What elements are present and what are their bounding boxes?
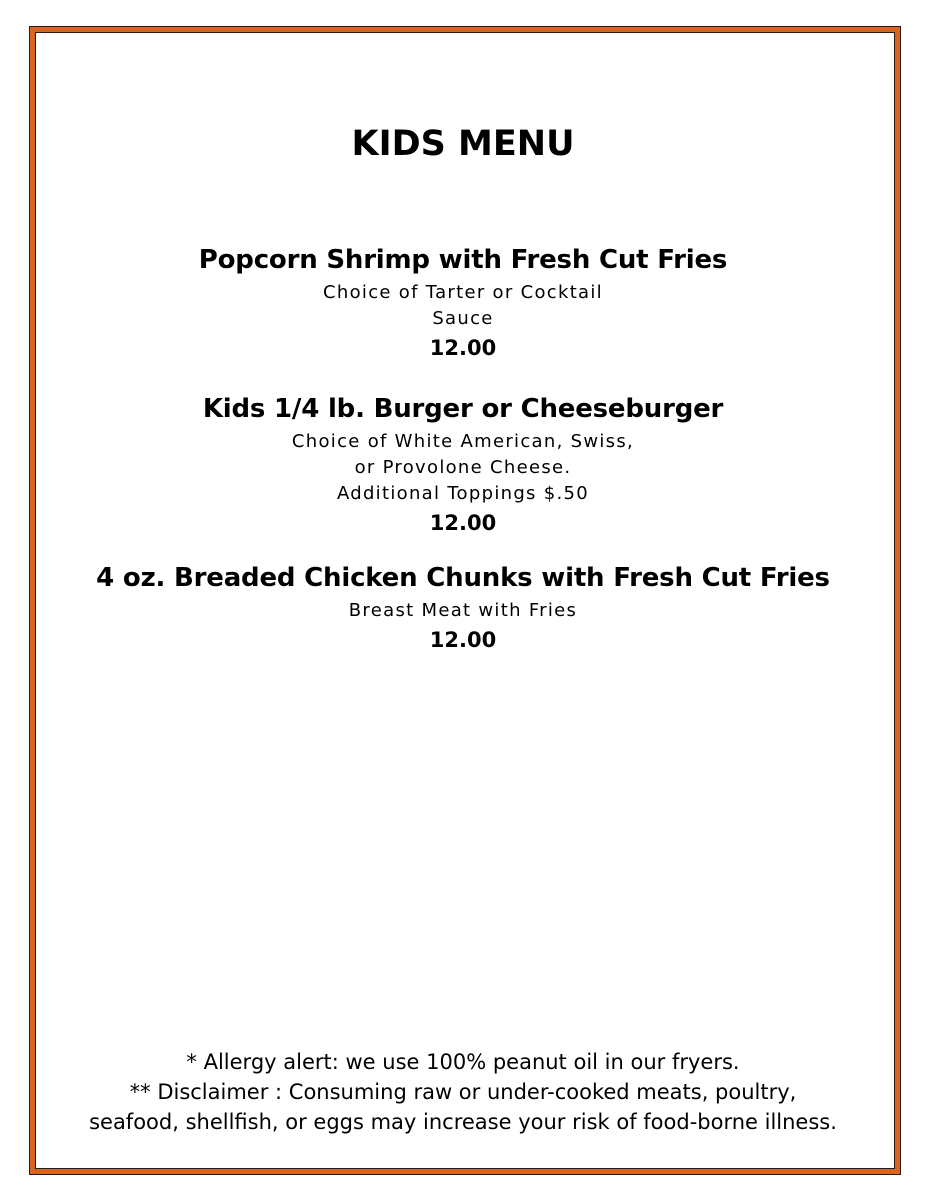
- menu-item-popcorn-shrimp: [60, 240, 866, 365]
- menu-item-name: 4 oz. Breaded Chicken Chunks with Fresh Cut Fries: [96, 563, 830, 593]
- menu-item-description-line: Breast Meat with Fries: [348, 600, 578, 621]
- menu-title: KIDS MENU: [351, 124, 575, 164]
- menu-item-name: Kids 1/4 lb. Burger or Cheeseburger: [202, 394, 724, 424]
- menu-item-price: 12.00: [429, 628, 497, 652]
- menu-item-price: 12.00: [429, 511, 497, 535]
- disclaimer-line-2: seafood, shellfish, or eggs may increase your risk of food-borne illness.: [89, 1110, 837, 1134]
- menu-item-kids-burger: [60, 389, 866, 540]
- menu-item-chicken-chunks: [60, 558, 866, 657]
- menu-item-description-line: or Provolone Cheese.: [354, 457, 572, 478]
- menu-item-name: Popcorn Shrimp with Fresh Cut Fries: [198, 245, 728, 275]
- menu-item-price: 12.00: [429, 336, 497, 360]
- disclaimer-line-1: ** Disclaimer : Consuming raw or under-cooked meats, poultry,: [129, 1080, 797, 1104]
- menu-item-description-line: Sauce: [432, 308, 494, 329]
- menu-item-description-line: Choice of Tarter or Cocktail: [323, 282, 603, 303]
- allergy-alert: * Allergy alert: we use 100% peanut oil in our fryers.: [186, 1050, 740, 1074]
- menu-footer: [45, 1047, 881, 1137]
- menu-item-description-line: Additional Toppings $.50: [336, 483, 590, 504]
- menu-item-description-line: Choice of White American, Swiss,: [291, 431, 635, 452]
